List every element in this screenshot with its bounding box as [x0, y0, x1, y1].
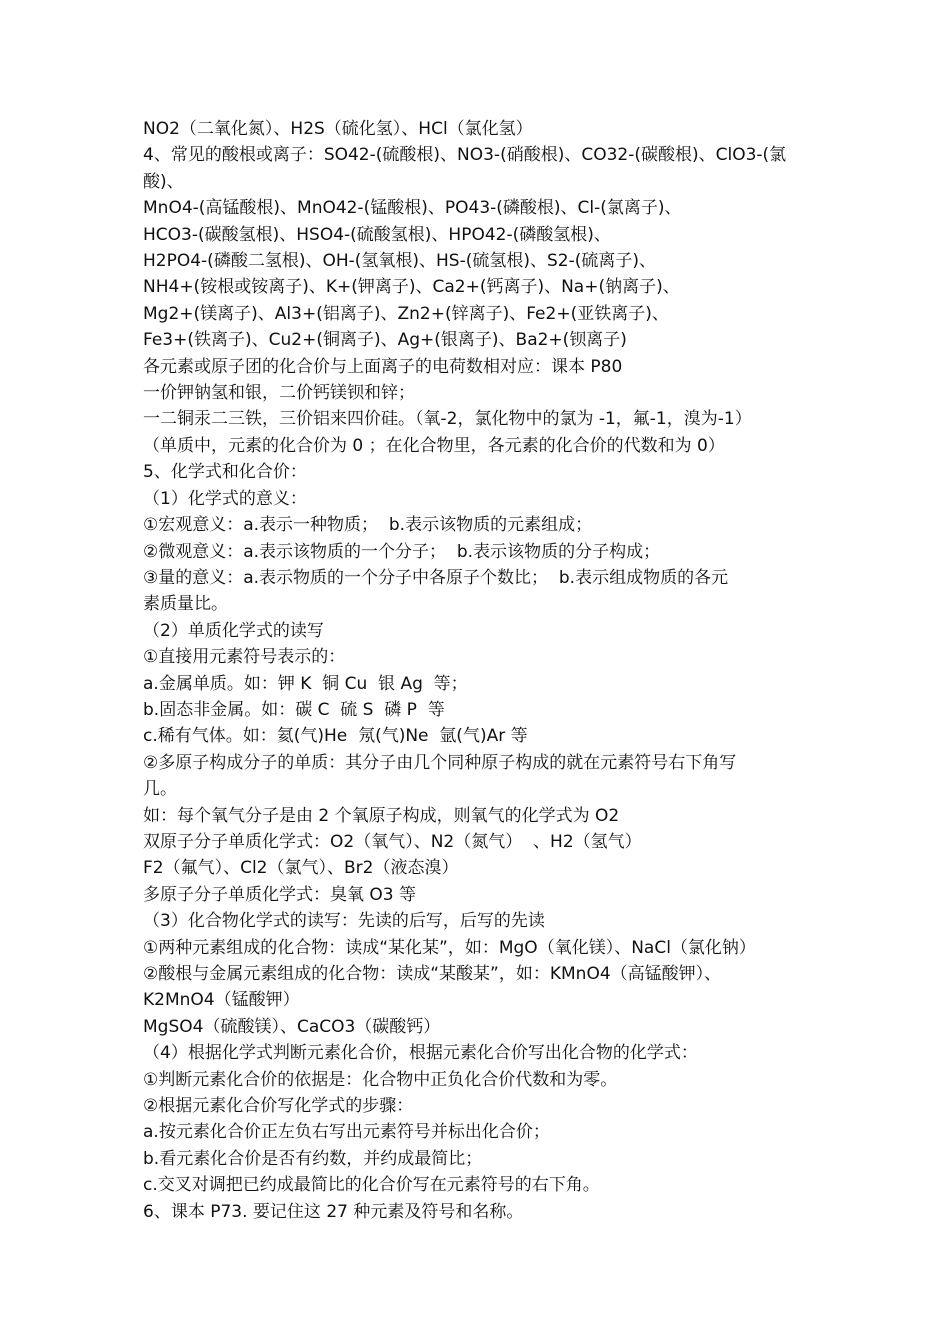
text-line: 如：每个氧气分子是由 2 个氧原子构成，则氧气的化学式为 O2 — [143, 805, 620, 826]
text-line: （4）根据化学式判断元素化合价，根据元素化合价写出化合物的化学式： — [143, 1043, 698, 1064]
text-line: 5、化学式和化合价： — [143, 462, 307, 483]
text-line: MnO4-(高锰酸根)、MnO42-(锰酸根)、PO43-(磷酸根)、Cl-(氯离子)、 — [143, 198, 682, 219]
document-body — [143, 116, 823, 1225]
text-line: HCO3-(碳酸氢根)、HSO4-(硫酸氢根)、HPO42-(磷酸氢根)、 — [143, 224, 611, 245]
text-line: （单质中，元素的化合价为 0 ；在化合物里，各元素的化合价的代数和为 0） — [143, 435, 725, 456]
text-line: NO2（二氧化氮）、H2S（硫化氢）、HCl（氯化氢） — [143, 119, 533, 139]
text-line: Mg2+(镁离子)、Al3+(铝离子)、Zn2+(锌离子)、Fe2+(亚铁离子)、 — [143, 303, 669, 324]
text-line: b.固态非金属。如：碳 C 硫 S 磷 P 等 — [143, 699, 445, 720]
text-line: ②根据元素化合价写化学式的步骤： — [143, 1096, 414, 1117]
text-line: a.按元素化合价正左负右写出元素符号并标出化合价； — [143, 1122, 550, 1143]
text-line: 4、常见的酸根或离子：SO42-(硫酸根)、NO3-(硝酸根)、CO32-(碳酸根)、ClO3-(氯 — [143, 145, 787, 166]
text-line: ②酸根与金属元素组成的化合物：读成“某酸某”，如：KMnO4（高锰酸钾）、 — [143, 964, 722, 984]
text-line: （3）化合物化学式的读写：先读的后写，后写的先读 — [143, 911, 545, 932]
text-line: （2）单质化学式的读写 — [143, 620, 324, 641]
text-line: c.交叉对调把已约成最简比的化合价写在元素符号的右下角。 — [143, 1175, 600, 1196]
text-line: Fe3+(铁离子)、Cu2+(铜离子)、Ag+(银离子)、Ba2+(钡离子) — [143, 330, 627, 351]
text-line: ③量的意义：a.表示物质的一个分子中各原子个数比； b.表示组成物质的各元 — [143, 567, 729, 588]
text-line: MgSO4（硫酸镁）、CaCO3（碳酸钙） — [143, 1016, 441, 1037]
text-line: NH4+(铵根或铵离子)、K+(钾离子)、Ca2+(钙离子)、Na+(钠离子)、 — [143, 277, 680, 298]
text-line: c.稀有气体。如：氦(气)He 氖(气)Ne 氩(气)Ar 等 — [143, 726, 528, 747]
text-line: （1）化学式的意义： — [143, 488, 307, 509]
text-line: ①两种元素组成的化合物：读成“某化某”，如：MgO（氧化镁）、NaCl（氯化钠） — [143, 937, 756, 958]
text-line: 一二铜汞二三铁，三价铝来四价硅。（氧-2，氯化物中的氯为 -1，氟-1，溴为-1） — [143, 409, 752, 430]
text-line: 双原子分子单质化学式：O2（氧气）、N2（氮气） 、H2（氢气） — [143, 831, 642, 852]
text-line: b.看元素化合价是否有约数，并约成最简比； — [143, 1148, 483, 1169]
text-line: a.金属单质。如：钾 K 铜 Cu 银 Ag 等； — [143, 673, 468, 694]
text-line: ①直接用元素符号表示的： — [143, 647, 346, 668]
text-line: 几。 — [143, 779, 177, 800]
text-line: 酸)、 — [143, 171, 184, 192]
text-line: F2（氟气）、Cl2（氯气）、Br2（液态溴） — [143, 858, 459, 879]
text-line: 多原子分子单质化学式：臭氧 O3 等 — [143, 884, 417, 905]
text-line: ①宏观意义：a.表示一种物质； b.表示该物质的元素组成； — [143, 515, 593, 536]
text-line: 一价钾钠氢和银，二价钙镁钡和锌； — [143, 383, 415, 404]
text-line: ②多原子构成分子的单质：其分子由几个同种原子构成的就在元素符号右下角写 — [143, 752, 737, 773]
text-line: H2PO4-(磷酸二氢根)、OH-(氢氧根)、HS-(硫氢根)、S2-(硫离子)、 — [143, 251, 656, 272]
text-line: ①判断元素化合价的依据是：化合物中正负化合价代数和为零。 — [143, 1069, 618, 1090]
text-line: 素质量比。 — [143, 594, 228, 615]
text-line: K2MnO4（锰酸钾） — [143, 990, 300, 1011]
text-line: ②微观意义：a.表示该物质的一个分子； b.表示该物质的分子构成； — [143, 541, 661, 562]
text-line: 各元素或原子团的化合价与上面离子的电荷数相对应：课本 P80 — [143, 356, 623, 377]
text-line: 6、课本 P73. 要记住这 27 种元素及符号和名称。 — [143, 1201, 524, 1222]
